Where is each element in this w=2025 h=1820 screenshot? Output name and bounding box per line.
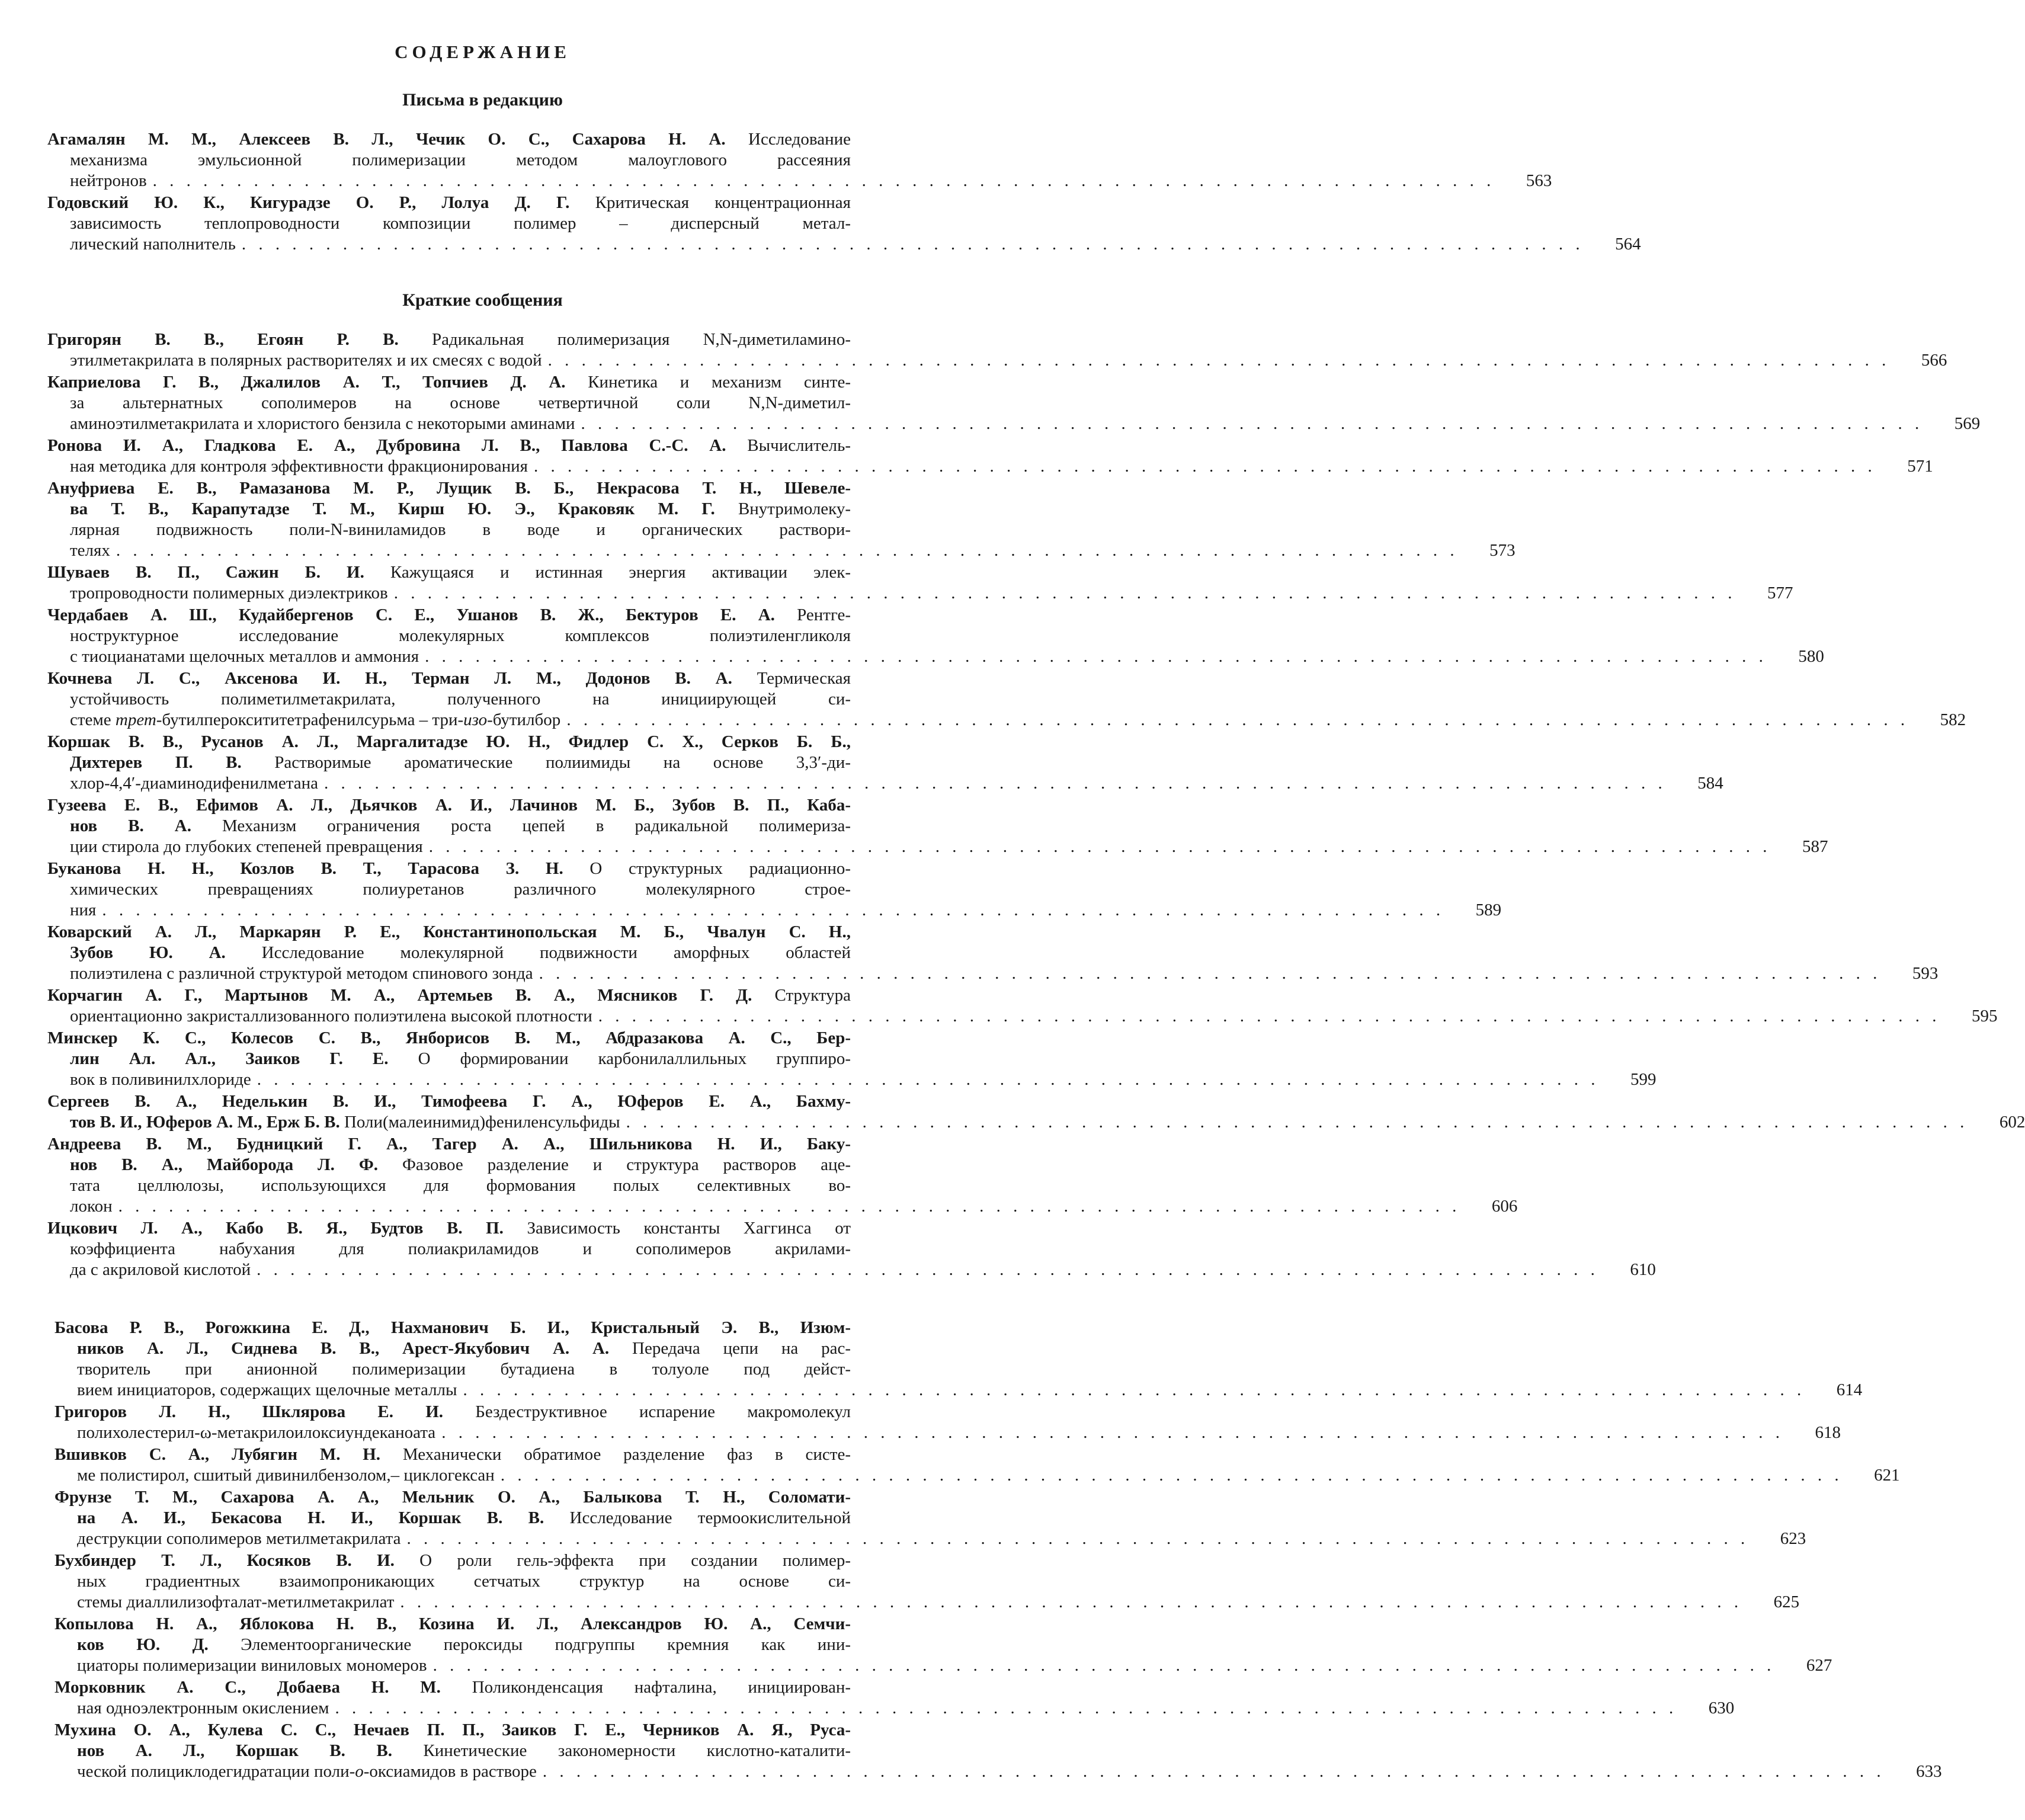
entry-line <box>55 1698 1735 1719</box>
dot-leader: . . . . . . . . . . . . . . . . . . . . . . . . . . . . . . . . . . . . . . . . . . . . . . . . . . . . . . . . . . . . . . . . . . . . . . . . . . . . . . . . <box>463 1380 1806 1399</box>
entry-line <box>47 985 851 1006</box>
toc-entry <box>47 668 1966 730</box>
entry-last-text <box>77 1422 435 1443</box>
entry-line <box>55 1720 851 1741</box>
toc-entry <box>47 193 1641 255</box>
entry-authors: Ронова И. А., Гладкова Е. А., Дубровина Л. В., Павлова С.-С. А. <box>47 436 726 455</box>
entry-line <box>47 372 851 393</box>
entry-title-text: Исследование молекулярной подвижности аморфных областей <box>225 943 851 962</box>
page-number: 569 <box>1954 414 1981 433</box>
page-number: 580 <box>1798 647 1824 666</box>
entry-authors: Басова Р. В., Рогожкина Е. Д., Нахманович Б. И., Кристальный Э. В., Изюм- <box>55 1318 851 1337</box>
entry-last-text <box>70 710 560 730</box>
dot-leader: . . . . . . . . . . . . . . . . . . . . . . . . . . . . . . . . . . . . . . . . . . . . . . . . . . . . . . . . . . . . . . . . . . . . . . . . . . . . . . . . <box>102 901 1445 919</box>
entry-title-text: Фазовое разделение и структура растворов аце- <box>378 1155 851 1174</box>
entry-authors: Шуваев В. П., Сажин Б. И. <box>47 563 364 582</box>
entry-line <box>47 171 1552 191</box>
entry-title-text: Поли(малеинимид)фениленсульфиды <box>339 1113 620 1132</box>
entry-title-text: ния <box>70 901 97 919</box>
entry-authors: Григоров Л. Н., Шклярова Е. И. <box>55 1402 443 1421</box>
dot-leader: . . . . . . . . . . . . . . . . . . . . . . . . . . . . . . . . . . . . . . . . . . . . . . . . . . . . . . . . . . . . . . . . . . . . . . . . . . . . . . . . <box>324 774 1667 793</box>
toc-entry <box>47 329 1947 371</box>
entry-italic-text: о <box>355 1762 364 1781</box>
entry-line <box>47 1069 1656 1090</box>
entry-line <box>47 816 851 837</box>
entry-last-text <box>70 540 110 561</box>
dot-leader: . . . . . . . . . . . . . . . . . . . . . . . . . . . . . . . . . . . . . . . . . . . . . . . . . . . . . . . . . . . . . . . . . . . . . . . . . . . . . . . . <box>116 541 1459 560</box>
entry-title-text: Растворимые ароматические полиимиды на основе 3,3′-ди- <box>241 753 851 772</box>
entry-line <box>55 1741 851 1761</box>
entry-line <box>55 1761 1942 1782</box>
entry-title-text: полихолестерил-ω-метакрилоилоксиундеканоата <box>77 1423 436 1442</box>
entry-authors: Годовский Ю. К., Кигурадзе О. Р., Лолуа Д. Г. <box>47 193 570 212</box>
toc-entry <box>47 478 1515 561</box>
toc-entry <box>47 605 1824 667</box>
entry-line <box>47 1006 1998 1027</box>
page-number: 566 <box>1921 351 1947 370</box>
entry-authors: нов В. А. <box>70 816 191 835</box>
entry-authors: Дихтерев П. В. <box>70 753 242 772</box>
entry-line <box>47 795 851 816</box>
entry-title-text: ноструктурное исследование молекулярных комплексов полиэтиленгликоля <box>70 626 851 645</box>
entry-line <box>55 1592 1800 1613</box>
entry-line <box>47 393 851 414</box>
entry-title-text: -оксиамидов в растворе <box>363 1762 537 1781</box>
page-number: 599 <box>1630 1070 1656 1089</box>
entry-authors: тов В. И., Юферов А. М., Ерж Б. В. <box>70 1113 340 1132</box>
entry-title-text: зависимость теплопроводности композиции полимер – дисперсный метал- <box>70 214 851 233</box>
entry-authors: Сергеев В. А., Неделькин В. И., Тимофеева Г. А., Юферов Е. А., Бахму- <box>47 1092 851 1111</box>
entry-authors: Мухина О. А., Кулева С. С., Нечаев П. П., Заиков Г. Е., Черников А. Я., Руса- <box>55 1720 851 1739</box>
entry-title-text: вием инициаторов, содержащих щелочные металлы <box>77 1380 457 1399</box>
toc-entry <box>47 732 1723 794</box>
page-number: 584 <box>1697 774 1723 793</box>
entry-line <box>55 1508 851 1529</box>
entry-line <box>47 1260 1656 1280</box>
entry-line <box>47 499 851 520</box>
entry-last-text <box>77 1529 401 1549</box>
entry-line <box>47 1239 851 1260</box>
entry-authors: ва Т. В., Карапутадзе Т. М., Кирш Ю. Э., Краковяк М. Г. <box>70 499 715 518</box>
entry-line <box>47 1091 851 1112</box>
entry-line <box>55 1550 851 1571</box>
entry-line <box>47 732 851 752</box>
entry-title-text: вок в поливинилхлориде <box>70 1070 251 1089</box>
page-number: 621 <box>1874 1466 1900 1485</box>
toc-section <box>47 129 1641 256</box>
entry-line <box>47 234 1641 255</box>
entry-line <box>47 520 851 540</box>
page-title: СОДЕРЖАНИЕ <box>395 41 571 62</box>
entry-line <box>55 1422 1841 1443</box>
entry-line <box>47 963 1939 984</box>
dot-leader: . . . . . . . . . . . . . . . . . . . . . . . . . . . . . . . . . . . . . . . . . . . . . . . . . . . . . . . . . . . . . . . . . . . . . . . . . . . . . . . . <box>626 1113 1969 1132</box>
entry-line <box>55 1444 851 1465</box>
toc-entry <box>55 1720 1942 1782</box>
entry-line <box>47 213 851 234</box>
entry-title-text: ческой полициклодегидратации поли- <box>77 1762 355 1781</box>
dot-leader: . . . . . . . . . . . . . . . . . . . . . . . . . . . . . . . . . . . . . . . . . . . . . . . . . . . . . . . . . . . . . . . . . . . . . . . . . . . . . . . . <box>542 1762 1885 1781</box>
entry-title-text: телях <box>70 541 110 560</box>
entry-title-text: Кажущаяся и истинная энергия активации элек- <box>364 563 851 582</box>
entry-authors: лин Ал. Ал., Заиков Г. Е. <box>70 1049 389 1068</box>
dot-leader: . . . . . . . . . . . . . . . . . . . . . . . . . . . . . . . . . . . . . . . . . . . . . . . . . . . . . . . . . . . . . . . . . . . . . . . . . . . . . . . . <box>432 1656 1776 1675</box>
entry-authors: Григорян В. В., Егоян Р. В. <box>47 330 399 349</box>
entry-title-text: хлор-4,4′-диаминодифенилметана <box>70 774 319 793</box>
entry-last-text <box>70 646 419 667</box>
dot-leader: . . . . . . . . . . . . . . . . . . . . . . . . . . . . . . . . . . . . . . . . . . . . . . . . . . . . . . . . . . . . . . . . . . . . . . . . . . . . . . . . <box>393 584 1736 603</box>
dot-leader: . . . . . . . . . . . . . . . . . . . . . . . . . . . . . . . . . . . . . . . . . . . . . . . . . . . . . . . . . . . . . . . . . . . . . . . . . . . . . . . . <box>598 1007 1941 1026</box>
entry-authors: Ануфриева Е. В., Рамазанова М. Р., Лущик В. Б., Некрасова Т. Н., Шевеле- <box>47 479 851 498</box>
entry-authors: Зубов Ю. А. <box>70 943 226 962</box>
section-heading: Краткие сообщения <box>402 290 563 310</box>
entry-line <box>47 1155 851 1175</box>
toc-entry <box>55 1444 1900 1486</box>
entry-last-text <box>70 1260 251 1280</box>
section-heading: Письма в редакцию <box>402 90 563 110</box>
entry-authors: ников А. Л., Сиднева В. В., Арест-Якубович А. А. <box>77 1339 610 1358</box>
dot-leader: . . . . . . . . . . . . . . . . . . . . . . . . . . . . . . . . . . . . . . . . . . . . . . . . . . . . . . . . . . . . . . . . . . . . . . . . . . . . . . . . <box>406 1529 1750 1548</box>
entry-line <box>47 193 851 213</box>
entry-last-text <box>70 1112 620 1133</box>
entry-line <box>47 646 1824 667</box>
entry-title-text: тропроводности полимерных диэлектриков <box>70 584 388 603</box>
entry-title-text: нейтронов <box>70 171 147 190</box>
entry-last-text <box>77 1698 329 1719</box>
entry-title-text: Механизм ограничения роста цепей в радикальной полимериза- <box>191 816 851 835</box>
page-number: 577 <box>1767 584 1793 603</box>
entry-line <box>47 1112 2025 1133</box>
dot-leader: . . . . . . . . . . . . . . . . . . . . . . . . . . . . . . . . . . . . . . . . . . . . . . . . . . . . . . . . . . . . . . . . . . . . . . . . . . . . . . . . <box>257 1070 1600 1089</box>
entry-title-text: химических превращениях полиуретанов различного молекулярного строе- <box>70 880 851 899</box>
toc-entry <box>55 1677 1735 1719</box>
entry-title-text: О формировании карбонилаллильных группиро- <box>388 1049 851 1068</box>
dot-leader: . . . . . . . . . . . . . . . . . . . . . . . . . . . . . . . . . . . . . . . . . . . . . . . . . . . . . . . . . . . . . . . . . . . . . . . . . . . . . . . . <box>241 235 1584 254</box>
entry-title-text: ме полистирол, сшитый дивинилбензолом,– циклогексан <box>77 1466 495 1485</box>
entry-line <box>55 1529 1806 1549</box>
dot-leader: . . . . . . . . . . . . . . . . . . . . . . . . . . . . . . . . . . . . . . . . . . . . . . . . . . . . . . . . . . . . . . . . . . . . . . . . . . . . . . . . <box>566 710 1909 729</box>
dot-leader: . . . . . . . . . . . . . . . . . . . . . . . . . . . . . . . . . . . . . . . . . . . . . . . . . . . . . . . . . . . . . . . . . . . . . . . . . . . . . . . . <box>547 351 1891 370</box>
entry-title-text: локон <box>70 1197 113 1216</box>
entry-line <box>47 605 851 626</box>
entry-title-text: Передача цепи на рас- <box>609 1339 851 1358</box>
entry-authors: ков Ю. Д. <box>77 1635 209 1654</box>
entry-title-text: полиэтилена с различной структурой методом спинового зонда <box>70 964 533 983</box>
entry-last-text <box>70 1006 592 1027</box>
entry-title-text: О структурных радиационно- <box>563 859 851 878</box>
toc-entry <box>47 1091 2025 1133</box>
entry-title-text: ная одноэлектронным окислением <box>77 1699 329 1718</box>
dot-leader: . . . . . . . . . . . . . . . . . . . . . . . . . . . . . . . . . . . . . . . . . . . . . . . . . . . . . . . . . . . . . . . . . . . . . . . . . . . . . . . . <box>500 1466 1843 1485</box>
entry-title-text: Рентге- <box>774 605 851 624</box>
entry-line <box>47 922 851 943</box>
entry-last-text <box>77 1380 457 1401</box>
entry-line <box>55 1380 1863 1401</box>
entry-title-text: с тиоцианатами щелочных металлов и аммония <box>70 647 419 666</box>
dot-leader: . . . . . . . . . . . . . . . . . . . . . . . . . . . . . . . . . . . . . . . . . . . . . . . . . . . . . . . . . . . . . . . . . . . . . . . . . . . . . . . . <box>257 1260 1599 1279</box>
entry-italic-text: изо <box>463 710 488 729</box>
entry-title-text: Исследование <box>725 130 851 149</box>
toc-entry <box>47 372 1981 434</box>
entry-title-text: лический наполнитель <box>70 235 236 254</box>
toc-entry <box>47 922 1939 984</box>
page-number: 589 <box>1475 901 1502 919</box>
toc-entry <box>47 1218 1656 1280</box>
entry-title-text: ориентационно закристаллизованного полиэтилена высокой плотности <box>70 1007 592 1026</box>
entry-line <box>55 1402 851 1422</box>
entry-authors: Корчагин А. Г., Мартынов М. А., Артемьев В. А., Мясников Г. Д. <box>47 986 752 1005</box>
page-number: 627 <box>1806 1656 1832 1675</box>
entry-title-text: Внутримолеку- <box>714 499 851 518</box>
entry-authors: Гузеева Е. В., Ефимов А. Л., Дьячков А. И., Лачинов М. Б., Зубов В. П., Каба- <box>47 796 851 815</box>
entry-line <box>55 1655 1832 1676</box>
entry-line <box>47 562 851 583</box>
entry-line <box>47 583 1793 604</box>
entry-title-text: стемы диаллилизофталат-метилметакрилат <box>77 1592 395 1611</box>
entry-authors: на А. И., Бекасова Н. И., Коршак В. В. <box>77 1508 544 1527</box>
entry-line <box>47 350 1947 371</box>
entry-title-text: Термическая <box>732 669 851 688</box>
page-number: 610 <box>1630 1260 1656 1279</box>
entry-title-text: аминоэтилметакрилата и хлористого бензила с некоторыми аминами <box>70 414 575 433</box>
entry-title-text: -бутилпероксититетрафенилсурьма – три- <box>156 710 464 729</box>
entry-last-text <box>70 1196 113 1217</box>
entry-line <box>55 1318 851 1338</box>
entry-title-text: циаторы полимеризации виниловых мономеров <box>77 1656 427 1675</box>
entry-line <box>47 879 851 900</box>
entry-line <box>47 329 851 350</box>
toc-entry <box>47 129 1552 191</box>
toc-entry <box>55 1550 1800 1613</box>
dot-leader: . . . . . . . . . . . . . . . . . . . . . . . . . . . . . . . . . . . . . . . . . . . . . . . . . . . . . . . . . . . . . . . . . . . . . . . . . . . . . . . . <box>335 1699 1678 1718</box>
entry-line <box>55 1465 1900 1486</box>
page-number: 571 <box>1907 457 1933 476</box>
entry-authors: Коршак В. В., Русанов А. Л., Маргалитадзе Ю. Н., Фидлер С. Х., Серков Б. Б., <box>47 732 851 751</box>
entry-line <box>47 456 1933 477</box>
page-number: 625 <box>1773 1592 1800 1611</box>
entry-line <box>47 129 851 150</box>
page-number: 602 <box>1999 1113 2025 1132</box>
entry-line <box>47 478 851 499</box>
toc-entry <box>55 1318 1863 1401</box>
dot-leader: . . . . . . . . . . . . . . . . . . . . . . . . . . . . . . . . . . . . . . . . . . . . . . . . . . . . . . . . . . . . . . . . . . . . . . . . . . . . . . . . <box>441 1423 1784 1442</box>
entry-title-text: ных градиентных взаимопроникающих сетчатых структур на основе си- <box>77 1572 851 1591</box>
entry-title-text: -бутилбор <box>487 710 561 729</box>
toc-entry <box>55 1487 1806 1549</box>
page-number: 614 <box>1836 1380 1863 1399</box>
entry-line <box>47 626 851 646</box>
entry-line <box>47 1134 851 1155</box>
entry-title-text: стеме <box>70 710 116 729</box>
entry-title-text: тата целлюлозы, использующихся для формования полых селективных во- <box>70 1176 851 1195</box>
toc-entry <box>55 1614 1832 1676</box>
entry-line <box>47 752 851 773</box>
entry-line <box>47 1049 851 1069</box>
entry-title-text: О роли гель-эффекта при создании полимер- <box>394 1551 851 1570</box>
entry-last-text <box>70 350 542 371</box>
page-number: 582 <box>1940 710 1966 729</box>
dot-leader: . . . . . . . . . . . . . . . . . . . . . . . . . . . . . . . . . . . . . . . . . . . . . . . . . . . . . . . . . . . . . . . . . . . . . . . . . . . . . . . . <box>581 414 1924 433</box>
dot-leader: . . . . . . . . . . . . . . . . . . . . . . . . . . . . . . . . . . . . . . . . . . . . . . . . . . . . . . . . . . . . . . . . . . . . . . . . . . . . . . . . <box>539 964 1882 983</box>
dot-leader: . . . . . . . . . . . . . . . . . . . . . . . . . . . . . . . . . . . . . . . . . . . . . . . . . . . . . . . . . . . . . . . . . . . . . . . . . . . . . . . . <box>400 1592 1743 1611</box>
entry-authors: Минскер К. С., Колесов С. В., Янборисов В. М., Абдразакова А. С., Бер- <box>47 1028 851 1047</box>
entry-authors: Буканова Н. Н., Козлов В. Т., Тарасова З. Н. <box>47 859 563 878</box>
entry-line <box>47 435 851 456</box>
entry-line <box>47 858 851 879</box>
entry-line <box>47 1175 851 1196</box>
entry-last-text <box>77 1465 495 1486</box>
entry-authors: Морковник А. С., Добаева Н. М. <box>55 1678 441 1697</box>
page-number: 563 <box>1526 171 1552 190</box>
toc-entry <box>47 1028 1656 1090</box>
entry-line <box>55 1338 851 1359</box>
entry-title-text: Зависимость константы Хаггинса от <box>503 1219 851 1238</box>
entry-title-text: механизма эмульсионной полимеризации методом малоуглового рассеяния <box>70 150 851 169</box>
entry-last-text <box>70 773 318 794</box>
entry-line <box>47 1218 851 1239</box>
entry-title-text: лярная подвижность поли-N-виниламидов в воде и органических раствори- <box>70 520 851 539</box>
entry-title-text: ции стирола до глубоких степеней превращения <box>70 837 423 856</box>
page-number: 633 <box>1916 1762 1942 1781</box>
entry-line <box>55 1635 851 1655</box>
entry-line <box>47 943 851 963</box>
entry-line <box>47 837 1828 857</box>
toc-entry <box>47 795 1828 857</box>
toc-section <box>47 329 2025 1281</box>
entry-line <box>47 689 851 710</box>
page-number: 606 <box>1491 1197 1518 1216</box>
entry-title-text: Исследование термоокислительной <box>544 1508 851 1527</box>
entry-authors: Кочнева Л. С., Аксенова И. Н., Терман Л. М., Додонов В. А. <box>47 669 732 688</box>
entry-title-text: этилметакрилата в полярных растворителях и их смесях с водой <box>70 351 542 370</box>
entry-last-text <box>70 1069 251 1090</box>
entry-title-text: Поликонденсация нафталина, инициирован- <box>440 1678 851 1697</box>
entry-line <box>47 668 851 689</box>
entry-last-text <box>70 414 575 434</box>
entry-line <box>47 1196 1518 1217</box>
entry-line <box>55 1487 851 1508</box>
entry-last-text <box>70 963 533 984</box>
entry-authors: Агамалян М. М., Алексеев В. Л., Чечик О. С., Сахарова Н. А. <box>47 130 726 149</box>
entry-line <box>55 1571 851 1592</box>
entry-title-text: Структура <box>752 986 851 1005</box>
entry-authors: Бухбиндер Т. Л., Косяков В. И. <box>55 1551 395 1570</box>
entry-last-text <box>70 900 96 921</box>
entry-last-text <box>77 1655 427 1676</box>
dot-leader: . . . . . . . . . . . . . . . . . . . . . . . . . . . . . . . . . . . . . . . . . . . . . . . . . . . . . . . . . . . . . . . . . . . . . . . . . . . . . . . . <box>428 837 1771 856</box>
entry-authors: Каприелова Г. В., Джалилов А. Т., Топчиев Д. А. <box>47 373 566 392</box>
entry-line <box>47 710 1966 730</box>
entry-title-text: Кинетические закономерности кислотно-каталити- <box>392 1741 851 1760</box>
entry-last-text <box>77 1592 394 1613</box>
entry-title-text: Механически обратимое разделение фаз в систе- <box>380 1445 851 1464</box>
entry-title-text: Радикальная полимеризация N,N-диметиламино- <box>398 330 851 349</box>
entry-line <box>47 414 1981 434</box>
entry-authors: Ицкович Л. А., Кабо В. Я., Будтов В. П. <box>47 1219 504 1238</box>
entry-title-text: за альтернатных сополимеров на основе четвертичной соли N,N-диметил- <box>70 393 851 412</box>
entry-last-text <box>70 234 236 255</box>
entry-authors: нов В. А., Майборода Л. Ф. <box>70 1155 379 1174</box>
page-number: 593 <box>1912 964 1939 983</box>
entry-line <box>47 900 1502 921</box>
entry-last-text <box>70 837 423 857</box>
toc-entry <box>55 1402 1841 1443</box>
entry-last-text <box>70 456 528 477</box>
page-number: 595 <box>1972 1007 1998 1026</box>
entry-last-text <box>70 583 388 604</box>
entry-title-text: да с акриловой кислотой <box>70 1260 251 1279</box>
entry-authors: Фрунзе Т. М., Сахарова А. А., Мельник О. А., Балыкова Т. Н., Соломати- <box>55 1488 851 1507</box>
toc-entry <box>47 1134 1518 1217</box>
toc-entry <box>47 858 1502 921</box>
entry-title-text: Элементоорганические пероксиды подгруппы кремния как ини- <box>208 1635 851 1654</box>
entry-title-text: коэффициента набухания для полиакриламидов и сополимеров акрилами- <box>70 1239 851 1258</box>
page-number: 587 <box>1802 837 1828 856</box>
entry-line <box>55 1614 851 1635</box>
dot-leader: . . . . . . . . . . . . . . . . . . . . . . . . . . . . . . . . . . . . . . . . . . . . . . . . . . . . . . . . . . . . . . . . . . . . . . . . . . . . . . . . <box>425 647 1767 666</box>
entry-line <box>47 1028 851 1049</box>
entry-title-text: деструкции сополимеров метилметакрилата <box>77 1529 401 1548</box>
entry-authors: Копылова Н. А., Яблокова Н. В., Козина И. Л., Александров Ю. А., Семчи- <box>55 1614 851 1633</box>
entry-line <box>47 773 1723 794</box>
page-number: 564 <box>1615 235 1641 254</box>
entry-title-text: Бездеструктивное испарение макромолекул <box>443 1402 851 1421</box>
entry-title-text: ная методика для контроля эффективности фракционирования <box>70 457 528 476</box>
entry-last-text <box>77 1761 537 1782</box>
entry-title-text: устойчивость полиметилметакрилата, полученного на инициирующей си- <box>70 690 851 709</box>
entry-authors: Чердабаев А. Ш., Кудайбергенов С. Е., Ушанов В. Ж., Бектуров Е. А. <box>47 605 775 624</box>
page-number: 618 <box>1815 1423 1841 1442</box>
entry-line <box>47 150 851 171</box>
entry-title-text: Кинетика и механизм синте- <box>565 373 851 392</box>
dot-leader: . . . . . . . . . . . . . . . . . . . . . . . . . . . . . . . . . . . . . . . . . . . . . . . . . . . . . . . . . . . . . . . . . . . . . . . . . . . . . . . . <box>118 1197 1461 1216</box>
entry-authors: Вшивков С. А., Лубягин М. Н. <box>55 1445 381 1464</box>
dot-leader: . . . . . . . . . . . . . . . . . . . . . . . . . . . . . . . . . . . . . . . . . . . . . . . . . . . . . . . . . . . . . . . . . . . . . . . . . . . . . . . . <box>152 171 1495 190</box>
toc-entry <box>47 562 1793 604</box>
toc-entry <box>47 985 1998 1027</box>
toc-entry <box>47 435 1933 477</box>
entry-title-text: творитель при анионной полимеризации бутадиена в толуоле под дейст- <box>77 1360 851 1379</box>
entry-last-text <box>70 171 147 191</box>
toc-section <box>55 1318 1942 1783</box>
entry-title-text: Вычислитель- <box>726 436 851 455</box>
entry-line <box>55 1359 851 1380</box>
entry-line <box>47 540 1515 561</box>
entry-italic-text: трет <box>115 710 156 729</box>
entry-authors: Коварский А. Л., Маркарян Р. Е., Константинопольская М. Б., Чвалун С. Н., <box>47 922 851 941</box>
page-number: 630 <box>1708 1699 1735 1718</box>
entry-line <box>55 1677 851 1698</box>
page-number: 573 <box>1489 541 1515 560</box>
entry-title-text: Критическая концентрационная <box>569 193 851 212</box>
entry-authors: нов А. Л., Коршак В. В. <box>77 1741 392 1760</box>
page-number: 623 <box>1780 1529 1806 1548</box>
entry-authors: Андреева В. М., Будницкий Г. А., Тагер А. А., Шильникова Н. И., Баку- <box>47 1135 851 1153</box>
dot-leader: . . . . . . . . . . . . . . . . . . . . . . . . . . . . . . . . . . . . . . . . . . . . . . . . . . . . . . . . . . . . . . . . . . . . . . . . . . . . . . . . <box>533 457 1876 476</box>
